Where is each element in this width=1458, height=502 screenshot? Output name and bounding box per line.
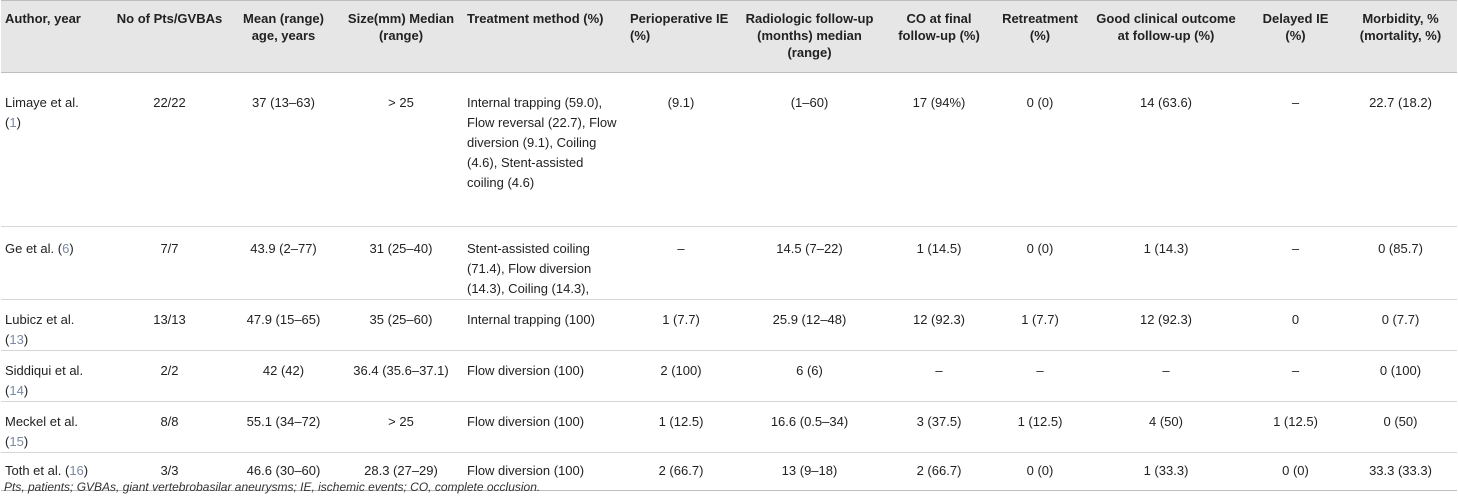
treatment-cell: Flow diversion (100) [463,453,626,491]
age-cell: 47.9 (15–65) [228,300,339,351]
table-row [1,73,1457,227]
table-row [1,300,1457,351]
retreatment-cell: 0 (0) [995,453,1085,491]
good-outcome-cell: 1 (14.3) [1085,227,1247,300]
co-cell: – [883,351,995,402]
age-cell: 42 (42) [228,351,339,402]
author-cell: Siddiqui et al. (14) [1,351,111,402]
header-treatment: Treatment method (%) [463,1,626,73]
header-retreatment: Retreatment (%) [995,1,1085,73]
followup-cell: 14.5 (7–22) [736,227,883,300]
header-row [1,1,1457,73]
author-name: Toth et al. [5,463,62,478]
author-cell: Limaye et al. (1) [1,73,111,227]
size-cell: > 25 [339,402,463,453]
author-name: Ge et al. [5,241,55,256]
treatment-cell: Internal trapping (100) [463,300,626,351]
age-cell: 55.1 (34–72) [228,402,339,453]
table-row [1,351,1457,402]
morbidity-cell: 33.3 (33.3) [1344,453,1457,491]
author-cell: Ge et al. (6) [1,227,111,300]
co-cell: 1 (14.5) [883,227,995,300]
author-name: Limaye et al. [5,95,79,110]
header-author: Author, year [1,1,111,73]
followup-cell: 16.6 (0.5–34) [736,402,883,453]
header-size: Size(mm) Median (range) [339,1,463,73]
reference-link[interactable]: 16 [69,463,84,478]
size-cell: 28.3 (27–29) [339,453,463,491]
co-cell: 17 (94%) [883,73,995,227]
header-morbidity: Morbidity, % (mortality, %) [1344,1,1457,73]
author-cell: Meckel et al. (15) [1,402,111,453]
size-cell: > 25 [339,73,463,227]
table-row [1,227,1457,300]
periop-ie-cell: – [626,227,736,300]
header-good-outcome: Good clinical outcome at follow-up (%) [1085,1,1247,73]
morbidity-cell: 0 (7.7) [1344,300,1457,351]
delayed-ie-cell: – [1247,73,1344,227]
followup-cell: (1–60) [736,73,883,227]
age-cell: 43.9 (2–77) [228,227,339,300]
author-cell: Lubicz et al. (13) [1,300,111,351]
good-outcome-cell: 1 (33.3) [1085,453,1247,491]
good-outcome-cell: 4 (50) [1085,402,1247,453]
size-cell: 31 (25–40) [339,227,463,300]
reference-link[interactable]: 15 [9,434,24,449]
pts-cell: 8/8 [111,402,228,453]
author-name: Lubicz et al. [5,312,75,327]
header-pts: No of Pts/GVBAs [111,1,228,73]
good-outcome-cell: 14 (63.6) [1085,73,1247,227]
age-cell: 46.6 (30–60) [228,453,339,491]
pts-cell: 2/2 [111,351,228,402]
delayed-ie-cell: 1 (12.5) [1247,402,1344,453]
followup-cell: 13 (9–18) [736,453,883,491]
header-age: Mean (range) age, years [228,1,339,73]
treatment-cell: Stent-assisted coiling (71.4), Flow diversion (14.3), Coiling (14.3), [463,227,626,300]
pts-cell: 22/22 [111,73,228,227]
aneurysm-outcomes-table [1,0,1457,491]
reference-link[interactable]: 6 [62,241,70,256]
co-cell: 2 (66.7) [883,453,995,491]
delayed-ie-cell: 0 (0) [1247,453,1344,491]
header-followup: Radiologic follow-up (months) median (range) [736,1,883,73]
pts-cell: 3/3 [111,453,228,491]
good-outcome-cell: 12 (92.3) [1085,300,1247,351]
retreatment-cell: 1 (7.7) [995,300,1085,351]
co-cell: 12 (92.3) [883,300,995,351]
treatment-cell: Flow diversion (100) [463,351,626,402]
periop-ie-cell: 2 (66.7) [626,453,736,491]
header-periop-ie: Perioperative IE (%) [626,1,736,73]
morbidity-cell: 0 (85.7) [1344,227,1457,300]
retreatment-cell: – [995,351,1085,402]
author-name: Meckel et al. [5,414,78,429]
table-row [1,402,1457,453]
periop-ie-cell: 1 (7.7) [626,300,736,351]
table-footnote: Pts, patients; GVBAs, giant vertebrobasilar aneurysms; IE, ischemic events; CO, complete occlusion. [4,480,541,494]
morbidity-cell: 0 (100) [1344,351,1457,402]
size-cell: 36.4 (35.6–37.1) [339,351,463,402]
treatment-cell: Internal trapping (59.0), Flow reversal (22.7), Flow diversion (9.1), Coiling (4.6), Stent-assisted coiling (4.6) [463,73,626,227]
periop-ie-cell: (9.1) [626,73,736,227]
co-cell: 3 (37.5) [883,402,995,453]
pts-cell: 7/7 [111,227,228,300]
age-cell: 37 (13–63) [228,73,339,227]
author-cell: Toth et al. (16) [1,453,111,491]
author-name: Siddiqui et al. [5,363,84,378]
reference-link[interactable]: 13 [9,332,24,347]
retreatment-cell: 1 (12.5) [995,402,1085,453]
reference-link[interactable]: 14 [9,383,24,398]
periop-ie-cell: 2 (100) [626,351,736,402]
header-delayed-ie: Delayed IE (%) [1247,1,1344,73]
followup-cell: 25.9 (12–48) [736,300,883,351]
retreatment-cell: 0 (0) [995,227,1085,300]
reference-link[interactable]: 1 [9,115,17,130]
morbidity-cell: 0 (50) [1344,402,1457,453]
pts-cell: 13/13 [111,300,228,351]
delayed-ie-cell: – [1247,351,1344,402]
header-co: CO at final follow-up (%) [883,1,995,73]
retreatment-cell: 0 (0) [995,73,1085,227]
good-outcome-cell: – [1085,351,1247,402]
delayed-ie-cell: 0 [1247,300,1344,351]
periop-ie-cell: 1 (12.5) [626,402,736,453]
morbidity-cell: 22.7 (18.2) [1344,73,1457,227]
treatment-cell: Flow diversion (100) [463,402,626,453]
size-cell: 35 (25–60) [339,300,463,351]
followup-cell: 6 (6) [736,351,883,402]
delayed-ie-cell: – [1247,227,1344,300]
